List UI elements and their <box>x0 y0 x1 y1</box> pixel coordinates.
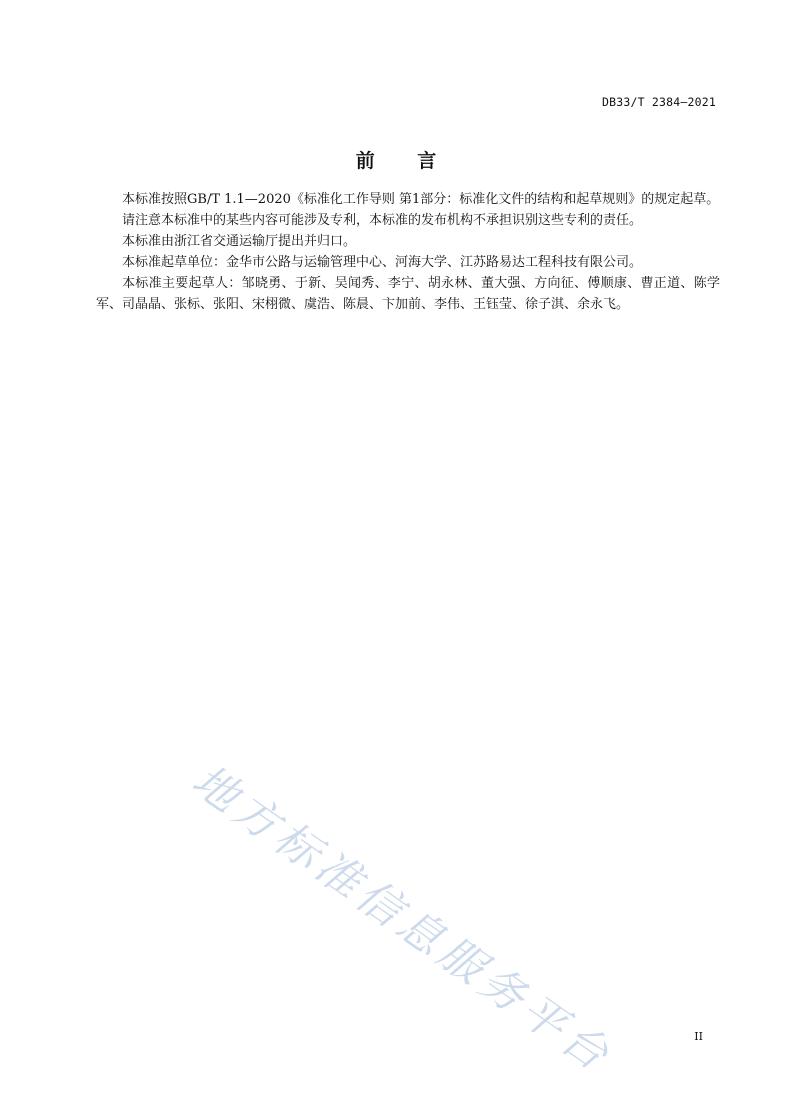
foreword-body <box>96 189 720 315</box>
page-number: II <box>694 1030 703 1043</box>
paragraph-drafting-units: 本标准起草单位：金华市公路与运输管理中心、河海大学、江苏路易达工程科技有限公司。 <box>122 255 643 270</box>
paragraph-patent-notice: 请注意本标准中的某些内容可能涉及专利，本标准的发布机构不承担识别这些专利的责任。 <box>122 213 643 228</box>
paragraph-proposer: 本标准由浙江省交通运输厅提出并归口。 <box>122 234 357 249</box>
paragraph-drafters: 本标准主要起草人：邹晓勇、于新、吴闻秀、李宁、胡永林、董大强、方向征、傅顺康、曹正道、陈学军、司晶晶、张标、张阳、宋栩微、虞浩、陈晨、卞加前、李伟、王钰莹、徐子淇、余永飞。 <box>96 276 720 312</box>
page-title: 前 言 <box>355 150 455 172</box>
document-code: DB33/T 2384—2021 <box>602 95 716 109</box>
paragraph-drafting-rule: 本标准按照GB/T 1.1—2020《标准化工作导则 第1部分：标准化文件的结构和起草规则》的规定起草。 <box>122 192 720 207</box>
watermark: 地方标准信息服务平台 <box>182 754 622 1084</box>
